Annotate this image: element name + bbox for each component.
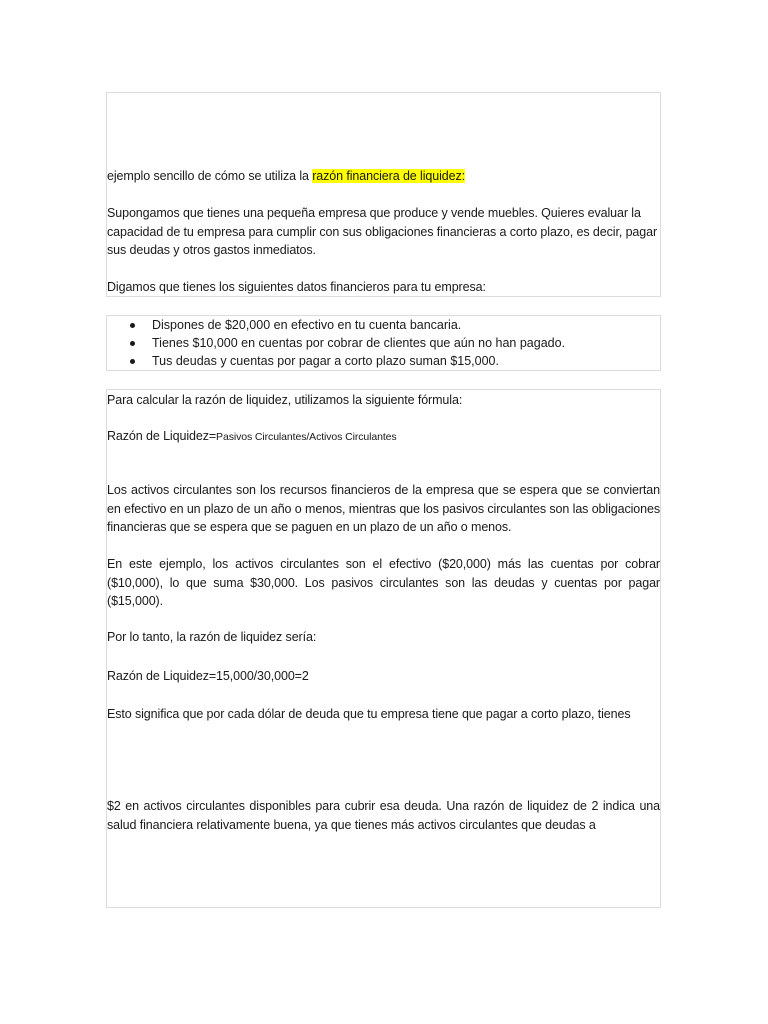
therefore-text: Por lo tanto, la razón de liquidez sería: (107, 630, 317, 644)
scenario-paragraph: Supongamos que tienes una pequeña empresa que produce y vende muebles. Quieres evaluar la capacidad de tu empresa para cumplir con sus obligaciones financieras a corto plazo, es decir, pagar sus deudas y otros gastos inmediatos. (107, 206, 658, 257)
example-paragraph: En este ejemplo, los activos circulantes son el efectivo ($20,000) más las cuentas por cobrar ($10,000), lo que suma $30,000. Los pasivos circulantes son las deudas y cuentas por pagar ($15,000). (107, 557, 660, 608)
formula-line (107, 427, 660, 446)
text-box-intro (106, 92, 661, 297)
bullet-icon (130, 341, 135, 346)
bullet-icon (130, 323, 135, 328)
list-item-text: Tienes $10,000 en cuentas por cobrar de clientes que aún no han pagado. (152, 336, 566, 350)
bullet-icon (130, 359, 135, 364)
meaning-paragraph: Esto significa que por cada dólar de deuda que tu empresa tiene que pagar a corto plazo, tienes (107, 707, 631, 721)
result-formula: Razón de Liquidez=15,000/30,000=2 (107, 669, 309, 683)
list-item (107, 352, 660, 370)
list-item-text: Tus deudas y cuentas por pagar a corto plazo suman $15,000. (152, 354, 499, 368)
formula-expression: Pasivos Circulantes/Activos Circulantes (216, 431, 397, 443)
formula-intro-text: Para calcular la razón de liquidez, utilizamos la siguiente fórmula: (107, 393, 463, 407)
list-item-text: Dispones de $20,000 en efectivo en tu cuenta bancaria. (152, 318, 462, 332)
intro-prefix: ejemplo sencillo de cómo se utiliza la (107, 169, 313, 183)
definition-paragraph: Los activos circulantes son los recursos financieros de la empresa que se espera que se conviertan en efectivo en un plazo de un año o menos, mientras que los pasivos circulantes son las obligaciones financieras que se espera que se paguen en un plazo de un año o menos. (107, 483, 660, 534)
intro-line (107, 167, 660, 185)
list-item (107, 316, 660, 334)
data-intro-text: Digamos que tienes los siguientes datos financieros para tu empresa: (107, 280, 486, 294)
list-item (107, 334, 660, 352)
formula-label: Razón de Liquidez= (107, 429, 217, 443)
highlighted-term: razón financiera de liquidez: (312, 169, 465, 183)
financial-data-list (107, 316, 660, 370)
conclusion-paragraph: $2 en activos circulantes disponibles para cubrir esa deuda. Una razón de liquidez de 2 indica una salud financiera relativamente buena, ya que tienes más activos circulantes que deudas a (107, 799, 660, 832)
